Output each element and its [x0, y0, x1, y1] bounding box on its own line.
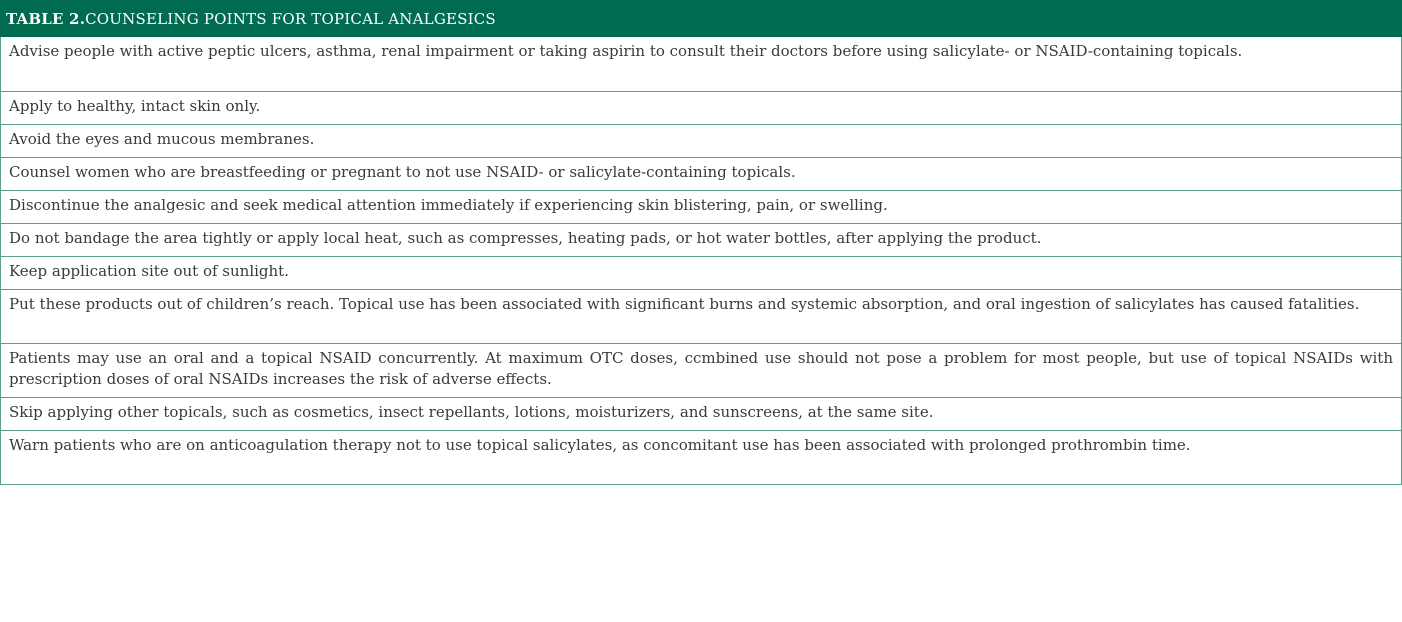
table-row: Do not bandage the area tightly or apply local heat, such as compresses, heating pads, or hot water bottles, after applying the product.: [1, 223, 1401, 256]
table-row: Discontinue the analgesic and seek medical attention immediately if experiencing skin blistering, pain, or swelling.: [1, 190, 1401, 223]
table-body: [0, 37, 1402, 485]
table-row: Advise people with active peptic ulcers, asthma, renal impairment or taking aspirin to consult their doctors before using salicylate- or NSAID-containing topicals.: [9, 42, 1243, 60]
table-header: [0, 0, 1402, 37]
table-row: Keep application site out of sunlight.: [1, 256, 1401, 289]
table-row: Put these products out of children’s reach. Topical use has been associated with significant burns and systemic absorption, and oral ingestion of salicylates has caused fatalities.: [1, 289, 1401, 343]
table-row: Skip applying other topicals, such as cosmetics, insect repellants, lotions, moisturizers, and sunscreens, at the same site.: [1, 397, 1401, 430]
table-label: TABLE 2.: [6, 9, 86, 28]
table-row: Avoid the eyes and mucous membranes.: [1, 124, 1401, 157]
table-row: Patients may use an oral and a topical NSAID concurrently. At maximum OTC doses, ccmbined use should not pose a problem for most people, but use of topical NSAIDs with prescription doses of oral NSAIDs increases the risk of adverse effects.: [1, 343, 1401, 397]
table-row: Counsel women who are breastfeeding or pregnant to not use NSAID- or salicylate-containing topicals.: [1, 157, 1401, 190]
table-title: COUNSELING POINTS FOR TOPICAL ANALGESICS: [85, 9, 496, 28]
table-row: Apply to healthy, intact skin only.: [1, 91, 1401, 124]
table-row: Warn patients who are on anticoagulation therapy not to use topical salicylates, as concomitant use has been associated with prolonged prothrombin time.: [1, 430, 1401, 484]
